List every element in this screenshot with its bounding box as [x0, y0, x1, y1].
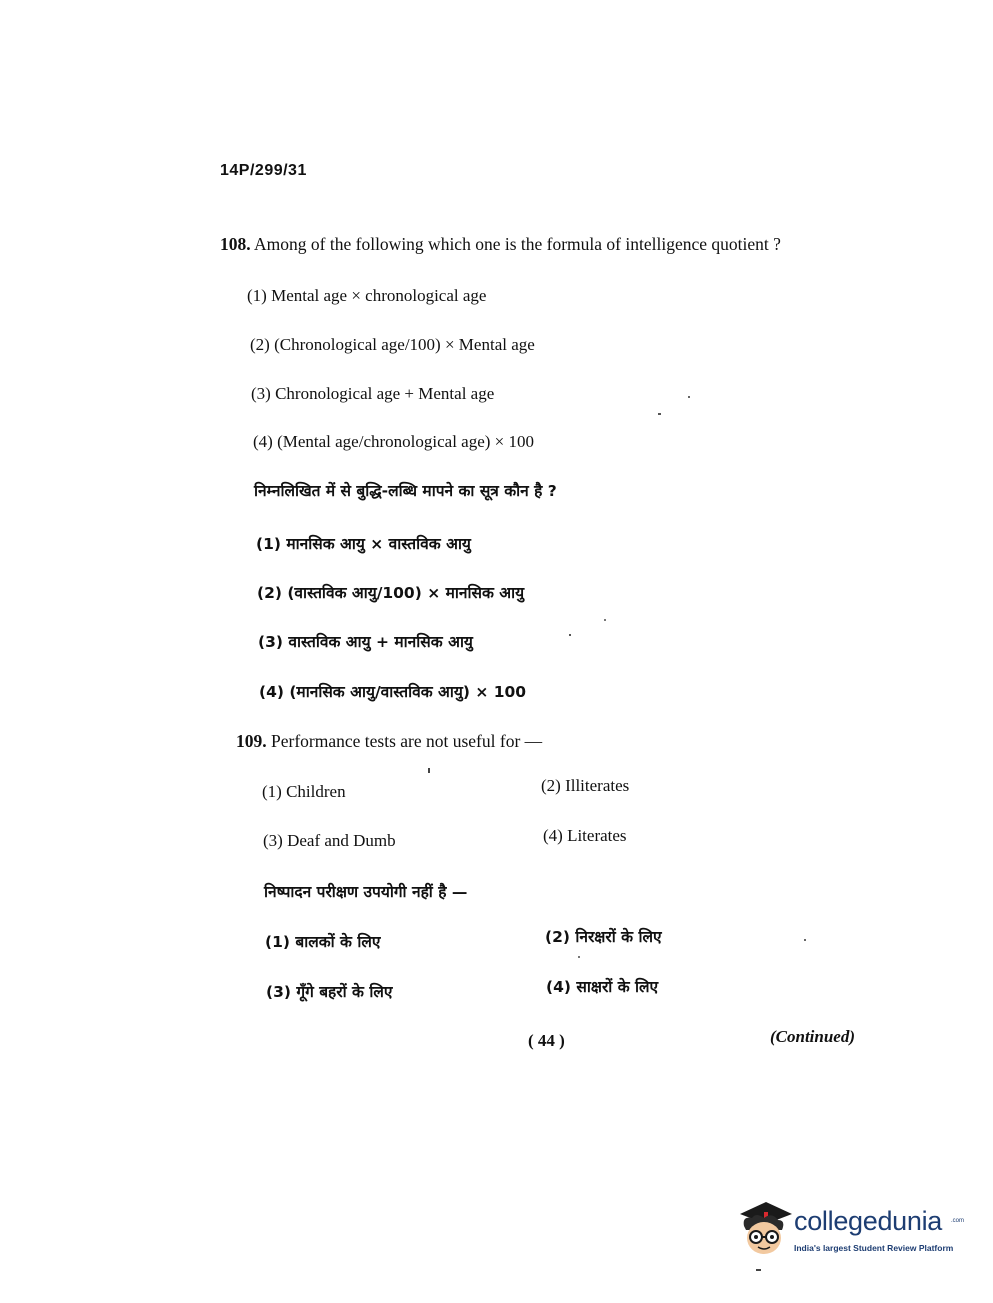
q109-option-1-en: (1) Children [262, 782, 346, 801]
scan-speck [578, 956, 580, 958]
q109-option-4-hi: (4) साक्षरों के लिए [546, 978, 659, 996]
q108-option-2-en: (2) (Chronological age/100) × Mental age [250, 335, 535, 354]
q108-option-3-hi: (3) वास्तविक आयु + मानसिक आयु [258, 633, 473, 651]
q109-option-4-en: (4) Literates [543, 826, 627, 845]
q108-option-4-hi: (4) (मानसिक आयु/वास्तविक आयु) × 100 [259, 683, 527, 701]
q109-option-2-en: (2) Illiterates [541, 776, 630, 795]
q109-option-1-hi: (1) बालकों के लिए [265, 933, 381, 951]
scan-speck [604, 619, 606, 621]
scan-speck [688, 396, 690, 398]
question-number: 109. [236, 731, 267, 751]
student-mascot-icon [734, 1198, 794, 1260]
question-109 [236, 731, 542, 752]
scan-speck [658, 413, 661, 415]
brand-name: collegedunia [794, 1206, 943, 1236]
question-108-text-hi: निम्नलिखित में से बुद्धि-लब्धि मापने का सूत्र कौन है ? [254, 482, 557, 500]
scan-speck [756, 1269, 761, 1271]
q109-option-2-hi: (2) निरक्षरों के लिए [545, 928, 662, 946]
question-text-en: Performance tests are not useful for — [271, 731, 543, 751]
brand-suffix: .com [951, 1218, 965, 1224]
brand-tagline: India's largest Student Review Platform [794, 1243, 954, 1253]
question-109-text-hi: निष्पादन परीक्षण उपयोगी नहीं है — [264, 883, 468, 901]
scan-speck [569, 634, 571, 636]
q108-option-3-en: (3) Chronological age + Mental age [251, 384, 495, 403]
q108-option-2-hi: (2) (वास्तविक आयु/100) × मानसिक आयु [257, 584, 525, 602]
scan-speck [428, 768, 430, 773]
question-number: 108. [220, 234, 251, 254]
question-108 [220, 234, 781, 255]
q109-option-3-hi: (3) गूँगे बहरों के लिए [266, 983, 393, 1001]
collegedunia-logo [732, 1196, 965, 1266]
paper-code: 14P/299/31 [220, 162, 307, 179]
page-number: ( 44 ) [528, 1031, 565, 1050]
scan-speck [804, 939, 806, 941]
q108-option-1-hi: (1) मानसिक आयु × वास्तविक आयु [256, 535, 471, 553]
q108-option-4-en: (4) (Mental age/chronological age) × 100 [253, 432, 535, 451]
q109-option-3-en: (3) Deaf and Dumb [263, 831, 396, 850]
question-text-en: Among of the following which one is the formula of intelligence quotient ? [254, 234, 781, 254]
continued-label: (Continued) [770, 1027, 856, 1046]
q108-option-1-en: (1) Mental age × chronological age [247, 286, 487, 305]
